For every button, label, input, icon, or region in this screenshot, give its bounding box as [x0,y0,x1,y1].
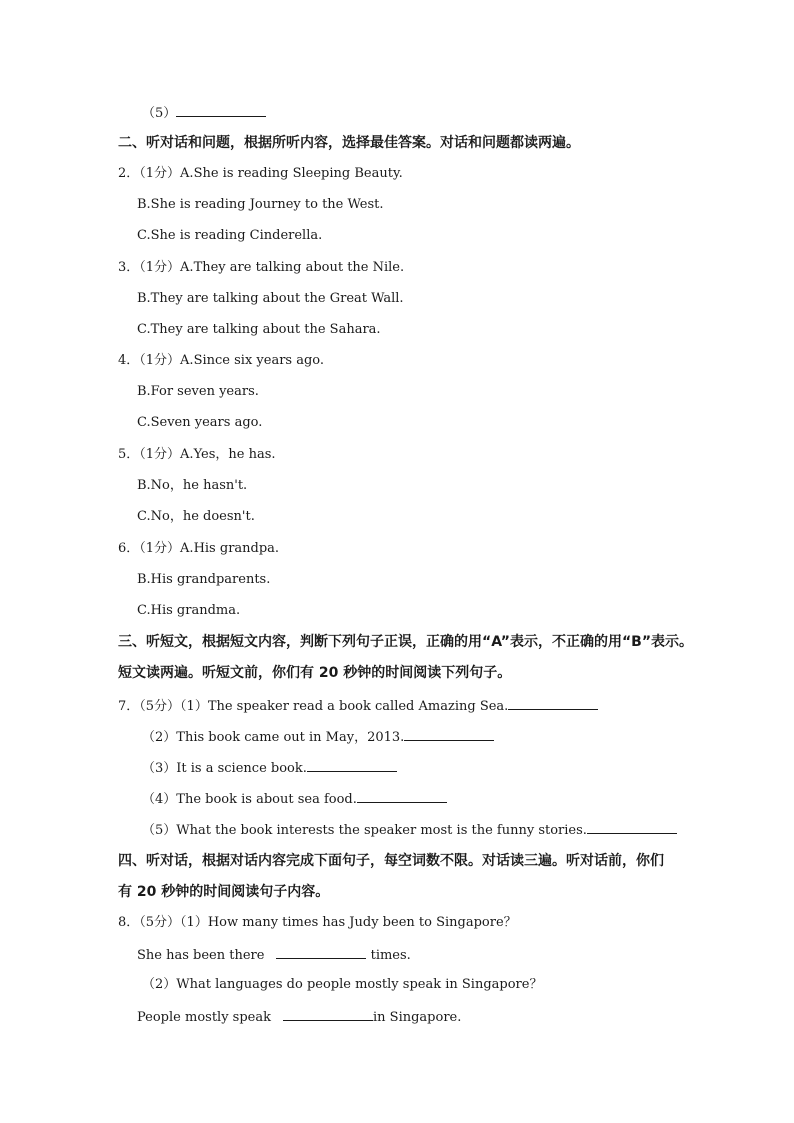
answer-blank[interactable] [307,758,397,772]
answer-blank[interactable] [283,1007,373,1021]
answer-blank[interactable] [587,820,677,834]
option-a[interactable]: A.Since six years ago. [180,353,325,368]
answer-tail: in Singapore. [373,1010,462,1025]
question-5 [118,446,276,464]
answer-blank[interactable] [357,789,447,803]
answer-blank[interactable] [404,727,494,741]
option-a[interactable]: A.His grandpa. [180,541,280,556]
section-4-heading-line-2: 有 20 秒钟的时间阅读句子内容。 [118,884,330,900]
answer-tail: times. [370,948,411,963]
question-8-answer-2 [137,1007,461,1027]
q5-option-c[interactable]: C.No，he doesn't. [137,509,255,524]
q4-option-b[interactable]: B.For seven years. [137,384,259,399]
q4-option-c[interactable]: C.Seven years ago. [137,415,263,430]
q6-option-b[interactable]: B.His grandparents. [137,572,271,587]
question-prefix: 4．（1分） [118,353,181,368]
question-7-item-2 [142,727,494,747]
section-3-heading-line-1: 三、听短文，根据短文内容，判断下列句子正误，正确的用“A”表示，不正确的用“B”表示。 [118,634,694,650]
q2-option-b[interactable]: B.She is reading Journey to the West. [137,197,384,212]
question-text: （1）How many times has Judy been to Singapore？ [180,915,517,930]
question-7-item-3 [142,758,397,778]
question-prefix: 5．（1分） [118,447,181,462]
statement: （5）What the book interests the speaker most is the funny stories. [142,823,587,838]
question-prefix: 3．（1分） [118,260,181,275]
answer-blank[interactable] [276,945,366,959]
question-prefix: 8．（5分） [118,915,181,930]
statement: （1）The speaker read a book called Amazing Sea. [180,699,509,714]
answer-blank[interactable] [508,696,598,710]
statement: （3）It is a science book. [142,761,307,776]
question-prefix: 6．（1分） [118,541,181,556]
question-8-answer-1 [137,945,411,965]
answer-lead: She has been there [137,948,265,963]
q3-option-c[interactable]: C.They are talking about the Sahara. [137,322,381,337]
section-4-heading-line-1: 四、听对话，根据对话内容完成下面句子，每空词数不限。对话读三遍。听对话前，你们 [118,853,664,869]
question-7-item-4 [142,789,447,809]
question-6 [118,540,279,558]
statement: （2）This book came out in May，2013. [142,730,405,745]
question-7-item-1 [118,696,598,716]
item-number: （5） [142,106,177,121]
answer-blank[interactable] [176,103,266,117]
q6-option-c[interactable]: C.His grandma. [137,603,241,618]
statement: （4）The book is about sea food. [142,792,357,807]
section-2-heading: 二、听对话和问题，根据所听内容，选择最佳答案。对话和问题都读两遍。 [118,135,580,151]
q1-item-5 [142,103,266,123]
question-prefix: 7．（5分） [118,699,181,714]
q5-option-b[interactable]: B.No，he hasn't. [137,478,248,493]
question-7-item-5 [142,820,677,840]
option-a[interactable]: A.They are talking about the Nile. [180,260,405,275]
question-8-part-1 [118,914,517,932]
q3-option-b[interactable]: B.They are talking about the Great Wall. [137,291,404,306]
answer-lead: People mostly speak [137,1010,271,1025]
option-a[interactable]: A.She is reading Sleeping Beauty. [180,166,403,181]
question-2 [118,165,403,183]
q2-option-c[interactable]: C.She is reading Cinderella. [137,228,323,243]
question-3 [118,259,404,277]
section-3-heading-line-2: 短文读两遍。听短文前，你们有 20 秒钟的时间阅读下列句子。 [118,665,512,681]
question-8-part-2: （2）What languages do people mostly speak in Singapore？ [142,977,543,992]
question-4 [118,352,324,370]
option-a[interactable]: A.Yes，he has. [180,447,276,462]
question-prefix: 2．（1分） [118,166,181,181]
